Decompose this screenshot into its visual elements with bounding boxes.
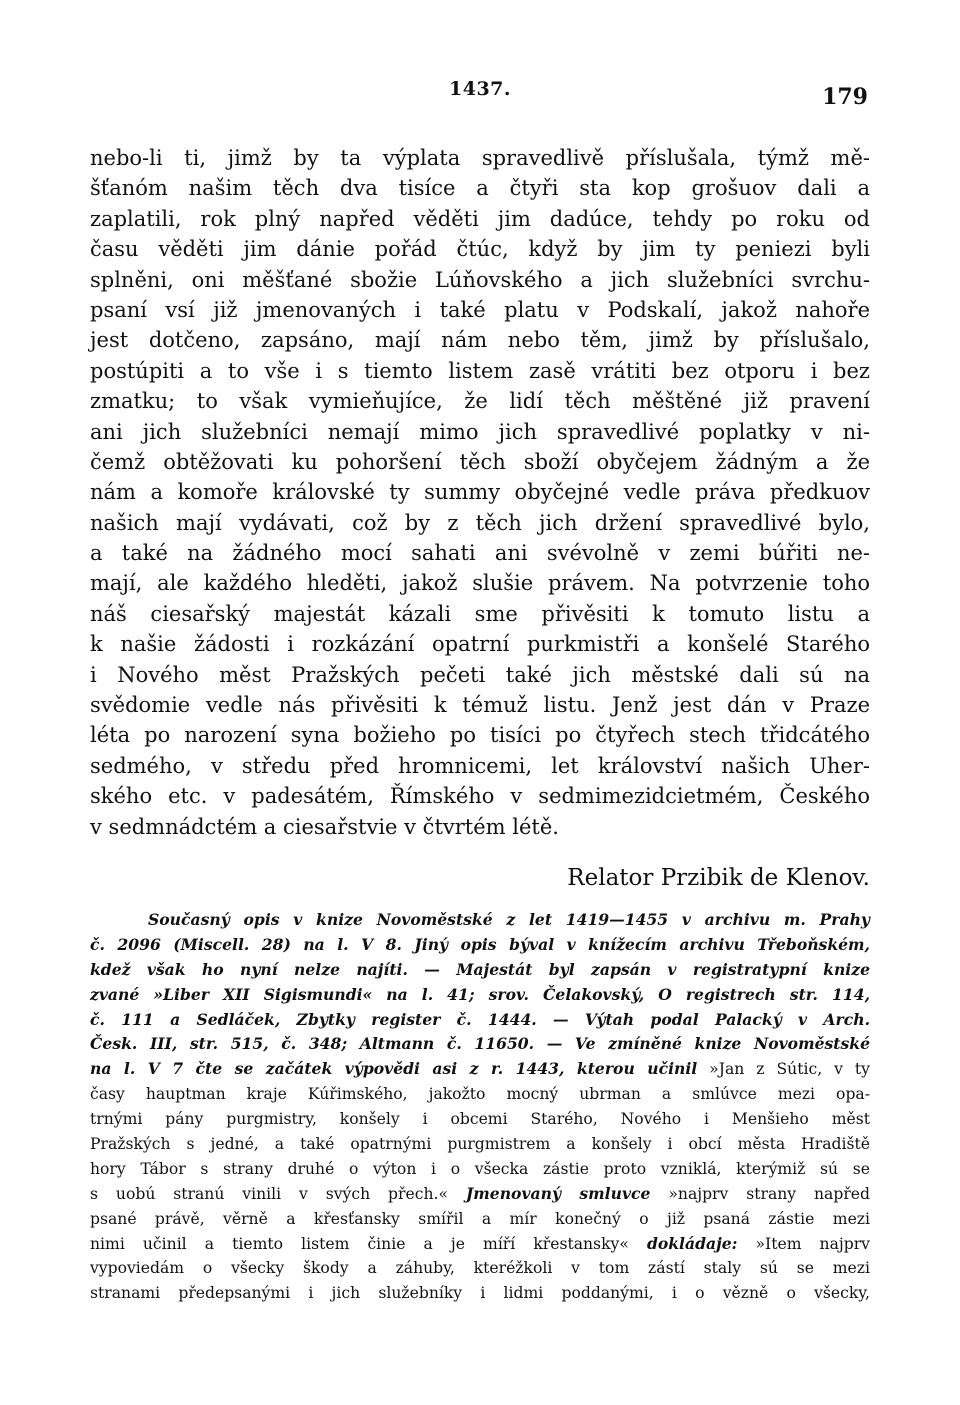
page-number: 179 xyxy=(822,84,868,110)
text-line: sedmého, v středu před hromnicemi, let království našich Uher- xyxy=(90,753,870,778)
editorial-notes xyxy=(90,908,870,1306)
note-roman-segment: »Jan z Sútic, v ty xyxy=(709,1060,870,1079)
text-line: postúpiti a to vše i s tiemto listem zasě vrátiti bez otporu i bez xyxy=(90,358,870,383)
note-line: Česk. III, str. 515, č. 348; Altmann č. 11650. — Ve zmíněné knize Novoměstské xyxy=(90,1034,870,1054)
note-italic-segment: na l. V 7 čte se začátek výpovědi asi z r. 1443, kterou učinil xyxy=(90,1059,698,1079)
text-line: náš ciesařský majestát kázali sme přivěsiti k tomuto listu a xyxy=(90,601,870,626)
text-line: nebo-li ti, jimž by ta výplata spravedlivě příslušala, týmž mě- xyxy=(90,146,870,170)
note-line: č. 2096 (Miscell. 28) na l. V 8. Jiný opis býval v knížecím archivu Třeboňském, xyxy=(90,934,870,954)
note-italic-segment: dokládaje: xyxy=(646,1233,738,1253)
text-line: jest dotčeno, zapsáno, mají nám nebo těm, jimž by příslušalo, xyxy=(90,328,870,353)
text-line: nám a komoře královské ty summy obyčejné vedle práva předkuov xyxy=(90,480,870,505)
text-line: splněni, oni měšťané sbožie Lúňovského a jich služebníci svrchu- xyxy=(90,267,870,292)
note-line: časy hauptman kraje Kúřimského, jakožto mocný ubrman a smlúvce mezi opa- xyxy=(90,1085,870,1104)
note-roman-segment: »najprv strany napřed xyxy=(668,1184,871,1203)
text-line: mají, ale každého hleděti, jakož slušie právem. Na potvrzenie toho xyxy=(90,571,870,596)
running-head-year: 1437. xyxy=(449,78,511,100)
note-line xyxy=(90,1057,870,1082)
text-line: svědomie vedle nás přivěsiti k témuž listu. Jenž jest dán v Praze xyxy=(90,693,870,718)
note-line: č. 111 a Sedláček, Zbytky register č. 1444. — Výtah podal Palacký v Arch. xyxy=(90,1009,870,1029)
text-line: zaplatili, rok plný napřed věděti jim dadúce, tehdy po roku od xyxy=(90,206,870,231)
note-line: Současný opis v knize Novoměstské z let 1419—1455 v archivu m. Prahy xyxy=(148,910,870,929)
note-line: trnými pány purgmistry, konšely i obcemi Starého, Nového i Menšieho měst xyxy=(90,1110,870,1129)
text-line: ani jich služebníci nemají mimo jich spravedlivé poplatky v ni- xyxy=(90,419,870,444)
text-line: zmatku; to však vymieňujíce, že lidí těch měštěné již pravení xyxy=(90,389,870,414)
text-line: našich mají vydávati, což by z těch jich držení spravedlivé bylo, xyxy=(90,510,870,535)
relator-signature: Relator Przibik de Klenov. xyxy=(567,865,870,891)
note-italic-segment: Jmenovaný smluvce xyxy=(465,1183,651,1203)
note-roman-segment: s uobú stranú vinili v svých přech.« xyxy=(90,1184,448,1203)
note-roman-segment: nimi učinil a tiemto listem činie a je míří křestansky« xyxy=(90,1234,629,1253)
text-line: v sedmnádctém a ciesařstvie v čtvrtém létě. xyxy=(90,814,559,839)
text-line: čemž obtěžovati ku pohoršení těch sboží obyčejem žádným a že xyxy=(90,449,870,474)
text-line: i Nového měst Pražských pečeti také jich městské dali sú na xyxy=(90,662,870,687)
note-line: stranami předepsanými i jich služebníky i lidmi poddanými, i o vězně o všecky, xyxy=(90,1284,870,1303)
note-line xyxy=(90,1182,870,1207)
note-line: vypoviedám o všecky škody a záhuby, kteréžkoli v tom zástí staly sú se mezi xyxy=(90,1259,870,1278)
text-line: a také na žádného mocí sahati ani svévolně v zemi búřiti ne- xyxy=(90,541,870,566)
note-line: hory Tábor s strany druhé o výton i o všecka zástie proto vzniklá, kterýmiž sú se xyxy=(90,1159,870,1178)
text-line: času věděti jim dánie pořád čtúc, když by jim ty peniezi byli xyxy=(90,237,870,262)
note-line: zvané »Liber XII Sigismundi« na l. 41; srov. Čelakovský, O registrech str. 114, xyxy=(90,984,870,1004)
note-line: Pražských s jedné, a také opatrnými purgmistrem a konšely i obcí města Hradiště xyxy=(90,1135,870,1154)
text-line: šťanóm našim těch dva tisíce a čtyři sta kop grošuov dali a xyxy=(90,176,870,201)
text-line: psaní vsí již jmenovaných i také platu v Podskalí, jakož nahoře xyxy=(90,297,870,322)
note-roman-segment: »Item najprv xyxy=(755,1234,870,1253)
text-line: k našie žádosti i rozkázání opatrní purkmistři a konšelé Starého xyxy=(90,632,870,657)
note-line: kdež však ho nyní nelze najíti. — Majestát byl zapsán v registratурní knize xyxy=(90,959,870,979)
note-line xyxy=(90,1232,870,1257)
text-line: ského etc. v padesátém, Římského v sedmimezidcietmém, Českého xyxy=(90,784,870,809)
main-text xyxy=(90,143,870,842)
note-line: psané právě, věrně a křesťansky smířil a mír konečný o již psaná zástie mezi xyxy=(90,1209,870,1228)
text-line: léta po narození syna božieho po tisíci po čtyřech stech třidcátého xyxy=(90,723,870,748)
